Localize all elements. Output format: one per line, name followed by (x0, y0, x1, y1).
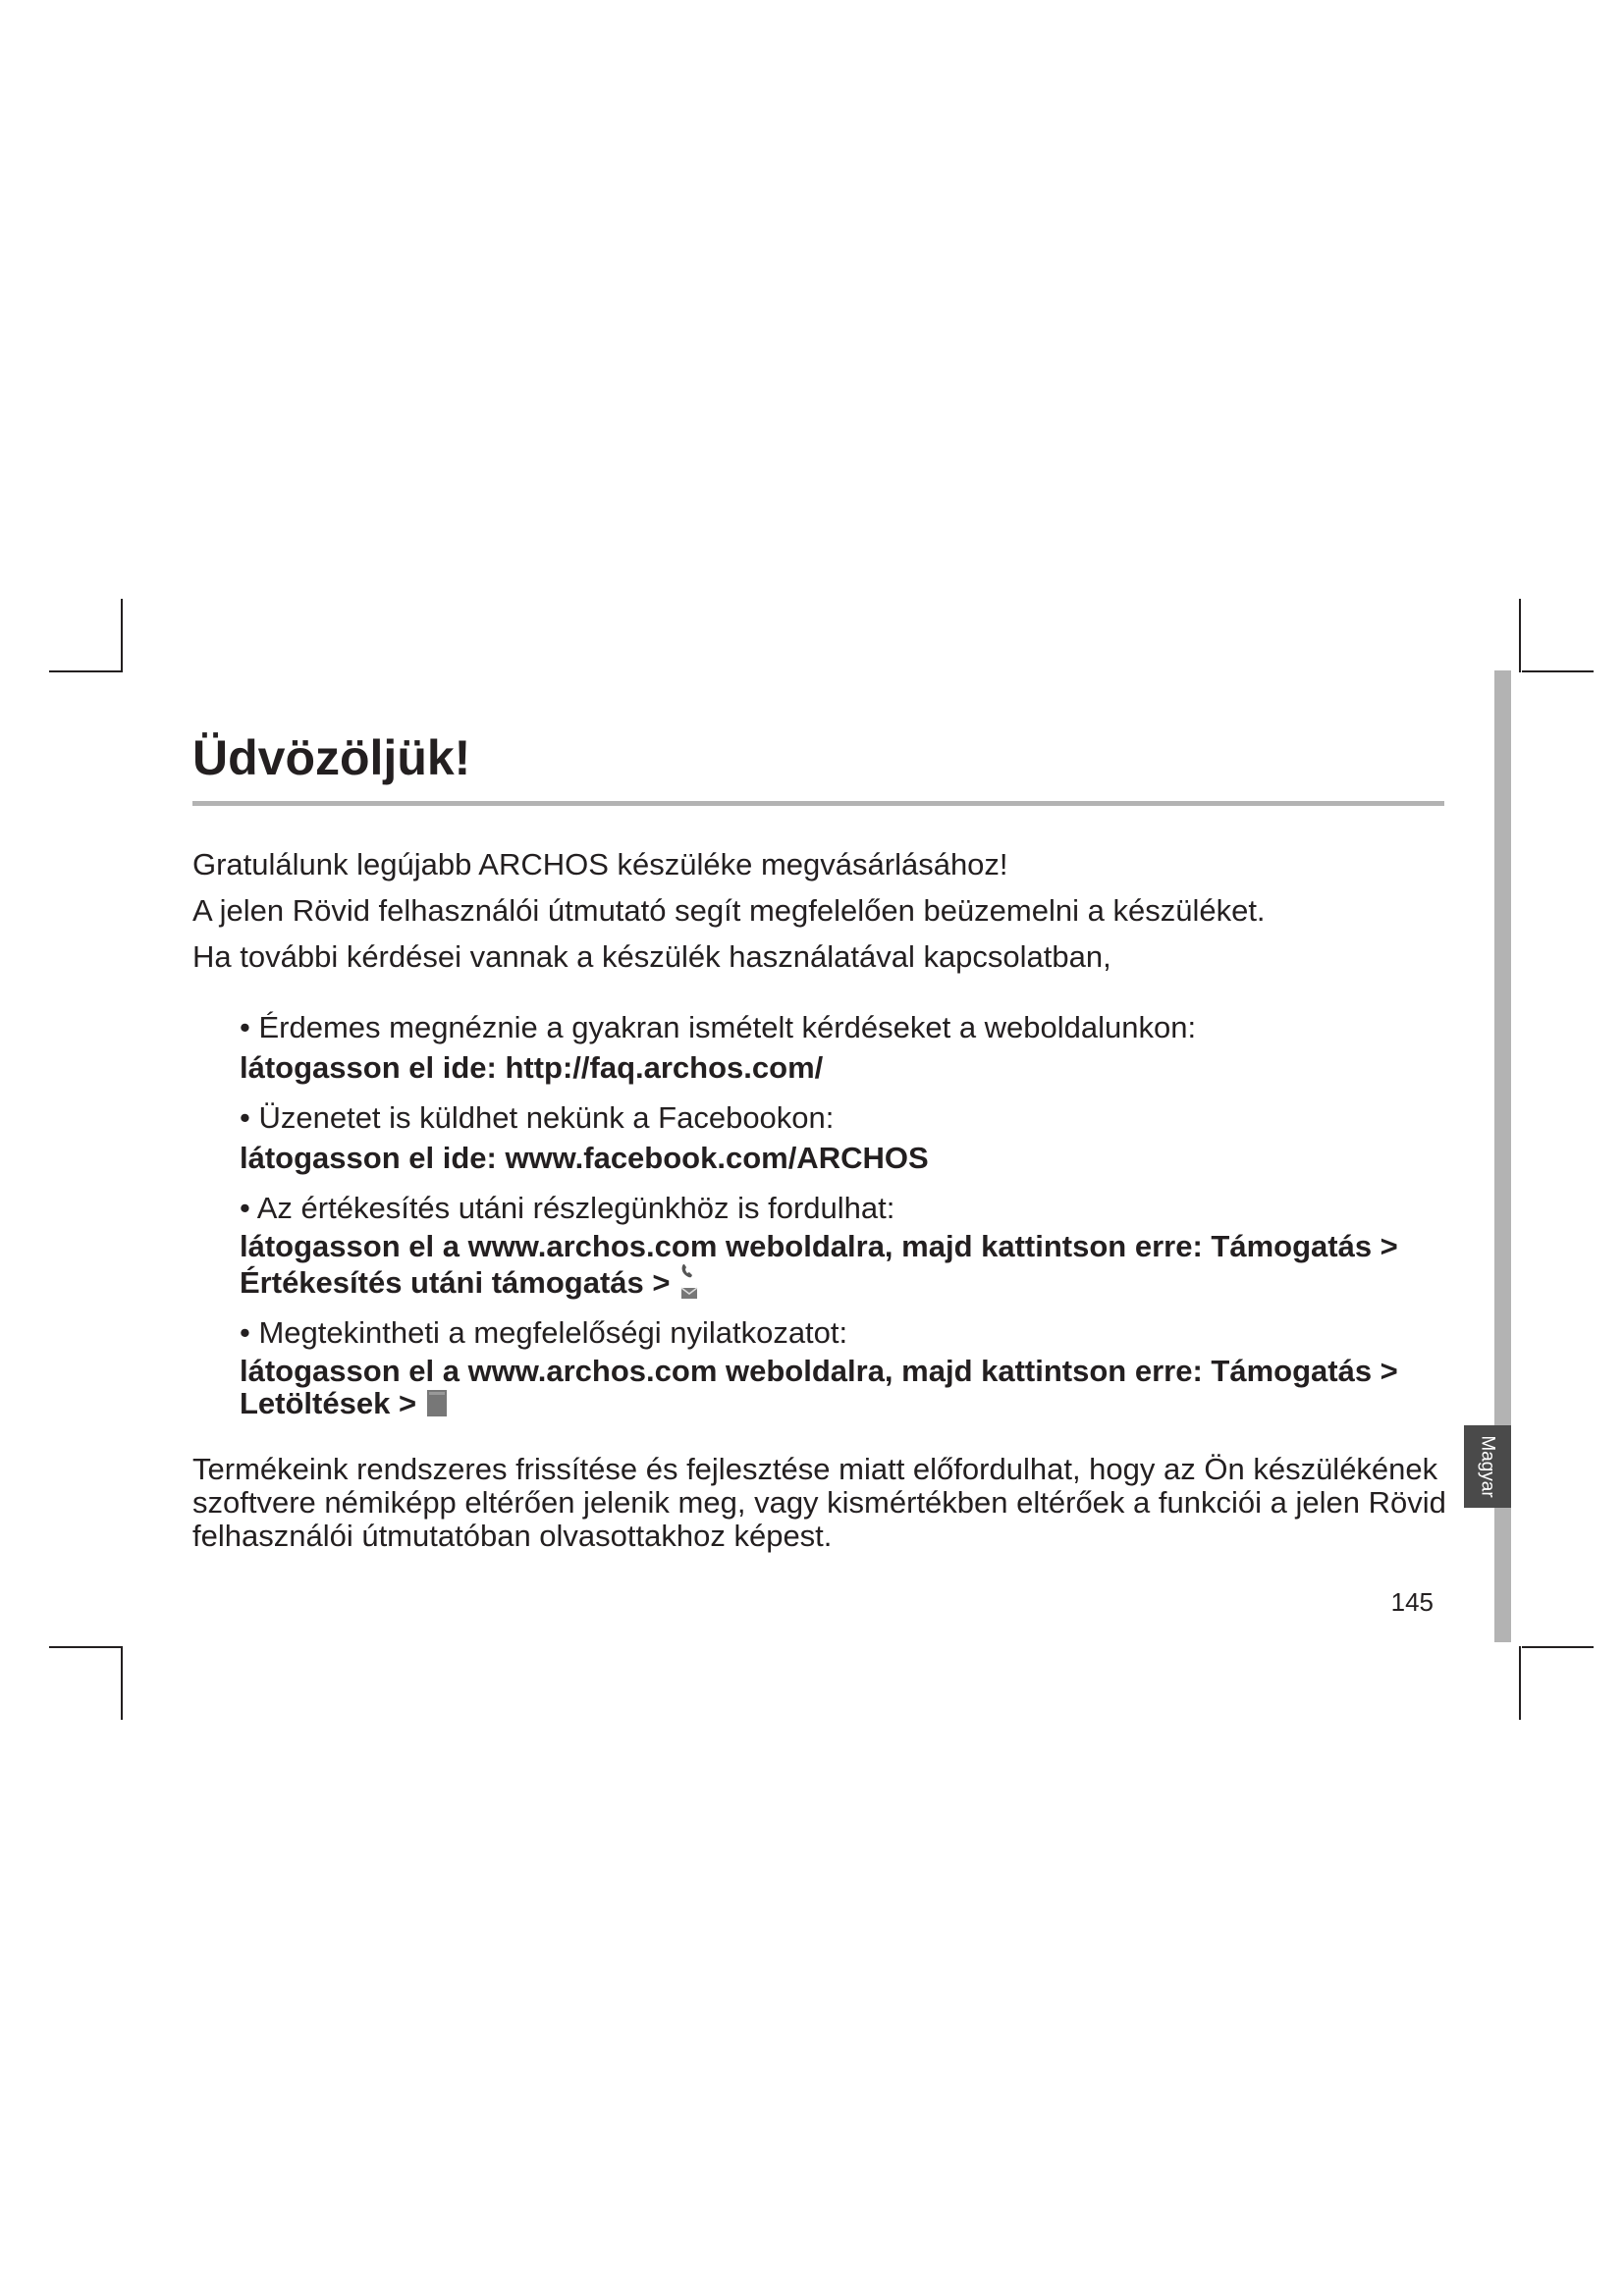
title-rule (192, 801, 1444, 806)
declaration-link[interactable] (240, 1355, 1449, 1423)
crop-mark (1522, 1646, 1594, 1648)
bullet-declaration: • Megtekintheti a megfelelőségi nyilatkozatot: (240, 1315, 848, 1350)
intro-line: A jelen Rövid felhasználói útmutató segít megfelelően beüzemelni a készüléket. (192, 893, 1266, 928)
bullet-after-sales: • Az értékesítés utáni részlegünkhöz is fordulhat: (240, 1191, 895, 1225)
after-sales-link[interactable] (240, 1230, 1449, 1308)
crop-mark (1519, 1646, 1521, 1720)
intro-line: Gratulálunk legújabb ARCHOS készüléke megvásárlásához! (192, 847, 1008, 881)
page-title: Üdvözöljük! (192, 730, 471, 785)
crop-mark (1519, 599, 1521, 672)
facebook-link[interactable]: látogasson el ide: www.facebook.com/ARCHOS (240, 1141, 929, 1175)
bullet-facebook: • Üzenetet is küldhet nekünk a Facebookon: (240, 1100, 835, 1135)
crop-mark (49, 670, 121, 672)
language-tab-label: Magyar (1478, 1435, 1499, 1498)
document-icon (425, 1388, 449, 1423)
page-number: 145 (1390, 1587, 1434, 1617)
intro-line: Ha további kérdései vannak a készülék használatával kapcsolatban, (192, 939, 1111, 974)
intro-text (192, 841, 1449, 980)
faq-link[interactable]: látogasson el ide: http://faq.archos.com/ (240, 1050, 824, 1085)
bullet-faq: • Érdemes megnéznie a gyakran ismételt kérdéseket a weboldalunkon: (240, 1010, 1197, 1044)
language-tab (1464, 1425, 1511, 1508)
declaration-link-text: látogasson el a www.archos.com weboldalra, majd kattintson erre: Támogatás > Letöltések > (240, 1354, 1398, 1420)
phone-mail-icon (678, 1262, 700, 1308)
outro-text: Termékeink rendszeres frissítése és fejlesztése miatt előfordulhat, hogy az Ön készülékének szoftvere némiképp eltérően jelenik meg, vagy kismértékben eltérőek a funkciói a jelen Rövid felhasználói útmutatóban olvasottakhoz képest. (192, 1452, 1446, 1553)
crop-mark (1522, 670, 1594, 672)
bullet-list (240, 1006, 1449, 1427)
crop-mark (121, 599, 123, 672)
after-sales-link-text: látogasson el a www.archos.com weboldalra, majd kattintson erre: Támogatás > Értékesítés utáni támogatás > (240, 1229, 1398, 1301)
crop-mark (121, 1646, 123, 1720)
crop-mark (49, 1646, 121, 1648)
